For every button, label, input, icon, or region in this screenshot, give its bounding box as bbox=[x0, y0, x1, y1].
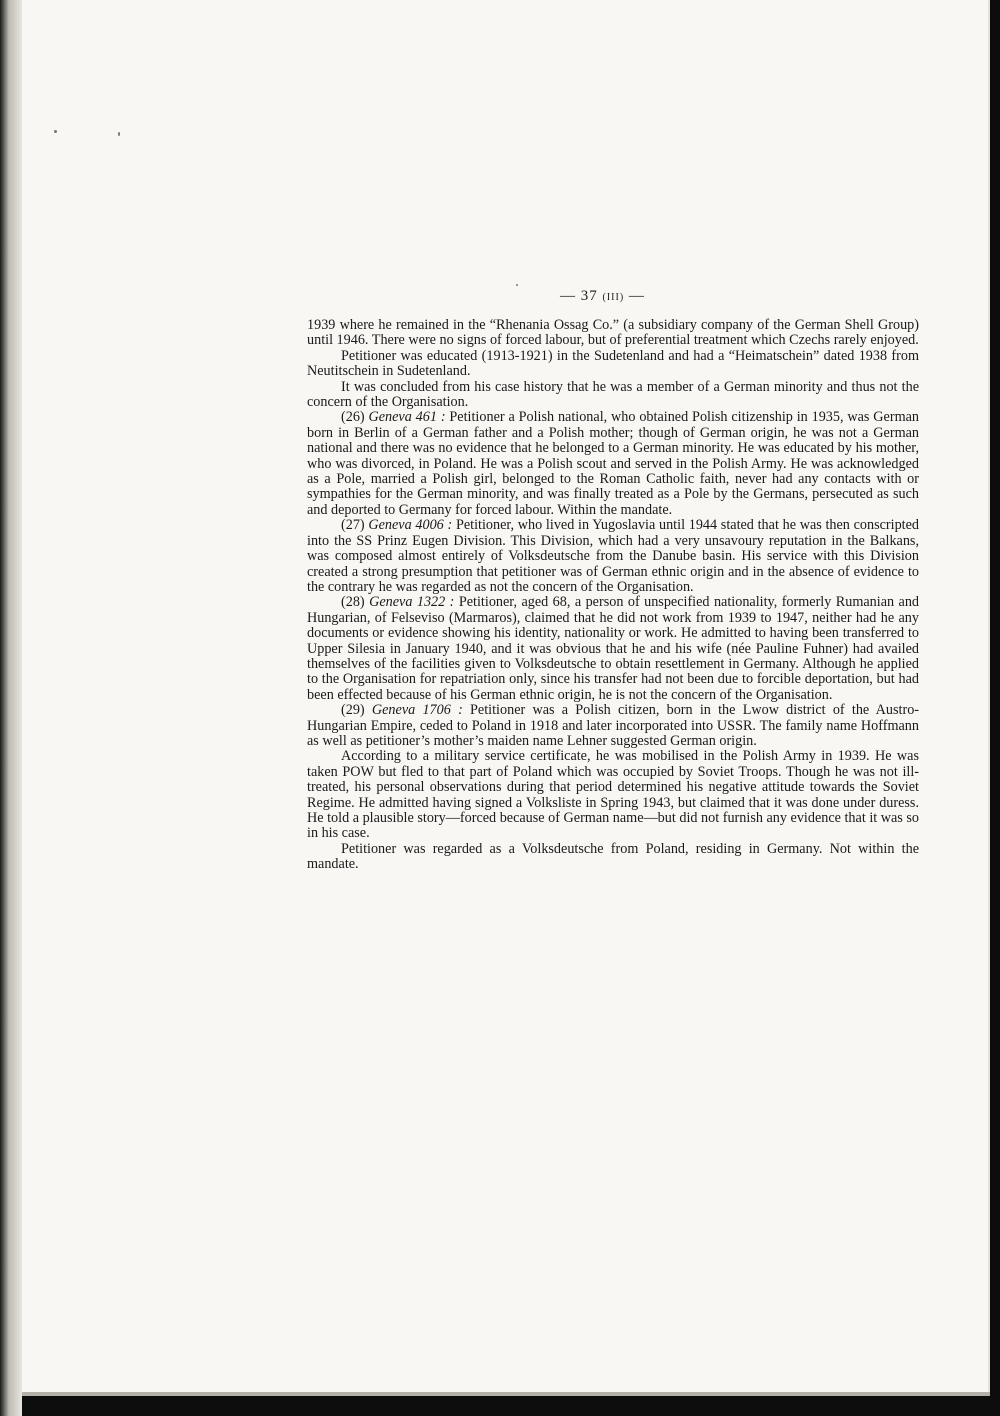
paragraph-case-26 bbox=[307, 410, 919, 518]
case-number: (27) bbox=[341, 517, 365, 534]
paper-speck bbox=[118, 132, 120, 136]
paper-speck bbox=[54, 130, 57, 133]
paper-speck bbox=[516, 284, 518, 286]
case-reference: Geneva 1322 : bbox=[369, 594, 455, 611]
paragraph-case-29 bbox=[307, 703, 919, 749]
case-28-text: Petitioner, aged 68, a person of unspecified nationality, formerly Rumanian and Hungarian, of Felseviso (Marmaros), claimed that he did not work from 1939 to 1947, neither had he any documents or evidence showing his identity, nationality or work. He admitted to having been transferred to Upper Silesia in January 1940, and it was obvious that he and his wife (née Pauline Fuhner) had availed themselves of the facilities given to Volksdeutsche to obtain resettlement in Germany. Although he applied to the Organisation for repatriation only, since his transfer had not been due to forcible deportation, but had been effected because of his German ethnic origin, he is not the concern of the Organisation. bbox=[307, 594, 920, 703]
case-reference: Geneva 4006 : bbox=[368, 517, 453, 534]
paragraph-2 bbox=[307, 349, 919, 380]
page-number-main: — 37 bbox=[560, 288, 598, 304]
paragraph-case-27 bbox=[307, 518, 919, 595]
book-spine-shadow bbox=[0, 0, 22, 1416]
case-29-text: Petitioner was a Polish citizen, born in the Lwow district of the Austro-Hungarian Empire, ceded to Poland in 1918 and later incorporated into USSR. The family name Hoffmann as well as petitioner’s mother’s maiden name Lehner suggested German origin. bbox=[307, 702, 920, 749]
case-number: (26) bbox=[341, 409, 365, 426]
page-bottom-edge bbox=[22, 1392, 990, 1396]
paragraph-8 bbox=[307, 749, 919, 841]
paragraph-3-text: It was concluded from his case history that he was a member of a German minority and thus not the concern of the Organisation. bbox=[307, 378, 919, 411]
case-reference: Geneva 461 : bbox=[368, 409, 446, 426]
paragraph-1-text: 1939 where he remained in the “Rhenania Ossag Co.” (a subsidiary company of the German Shell Group) until 1946. There were no signs of forced labour, but of preferential treatment which Czechs rarely enjoyed. bbox=[307, 317, 919, 349]
body-text bbox=[307, 318, 919, 873]
paragraph-9-text: Petitioner was regarded as a Volksdeutsche from Poland, residing in Germany. Not within the mandate. bbox=[307, 840, 919, 873]
page-number-suffix: (III) bbox=[602, 292, 625, 303]
paragraph-3 bbox=[307, 380, 919, 411]
paragraph-8-text: According to a military service certificate, he was mobilised in the Polish Army in 1939. He was taken POW but fled to that part of Poland which was occupied by Soviet Troops. Though he was not ill-treated, his personal observations during that period determined his negative attitude towards the Soviet Regime. He admitted having signed a Volksliste in Spring 1943, but claimed that it was done under duress. He told a plausible story—forced because of German name—but did not furnish any evidence that it was so in his case. bbox=[307, 748, 919, 842]
case-27-text: Petitioner, who lived in Yugoslavia until 1944 stated that he was then conscripted into the SS Prinz Eugen Division. This Division, which had a very unsavoury reputation in the Balkans, was composed almost entirely of Volksdeutsche from the Danube basin. His service with this Division created a strong presumption that petitioner was of German ethnic origin and in the absence of evidence to the contrary he was regarded as not the concern of the Organisation. bbox=[307, 517, 920, 595]
case-number: (29) bbox=[341, 702, 365, 719]
paragraph-1 bbox=[307, 318, 919, 349]
paragraph-9 bbox=[307, 842, 919, 873]
case-number: (28) bbox=[341, 594, 365, 611]
paragraph-2-text: Petitioner was educated (1913-1921) in the Sudetenland and had a “Heimatschein” dated 1938 from Neutitschein in Sudetenland. bbox=[307, 347, 919, 380]
case-reference: Geneva 1706 : bbox=[371, 702, 463, 719]
paragraph-case-28 bbox=[307, 595, 919, 703]
case-26-text: Petitioner a Polish national, who obtained Polish citizenship in 1935, was German born in Berlin of a German father and a Polish mother; though of German origin, he was not a German national and there was no evidence that he belonged to a German minority. He was educated by his mother, who was divorced, in Poland. He was a Polish scout and served in the Polish Army. He was acknowledged as a Pole, married a Polish girl, belonged to the Roman Catholic faith, never had any contacts with or sympathies for the German minority, and was finally treated as a Pole by the Germans, persecuted as such and deported to Germany for forced labour. Within the mandate. bbox=[307, 409, 919, 518]
page-number-end: — bbox=[628, 288, 645, 304]
page-number bbox=[560, 288, 645, 305]
reverse-side-show-through bbox=[918, 320, 978, 680]
